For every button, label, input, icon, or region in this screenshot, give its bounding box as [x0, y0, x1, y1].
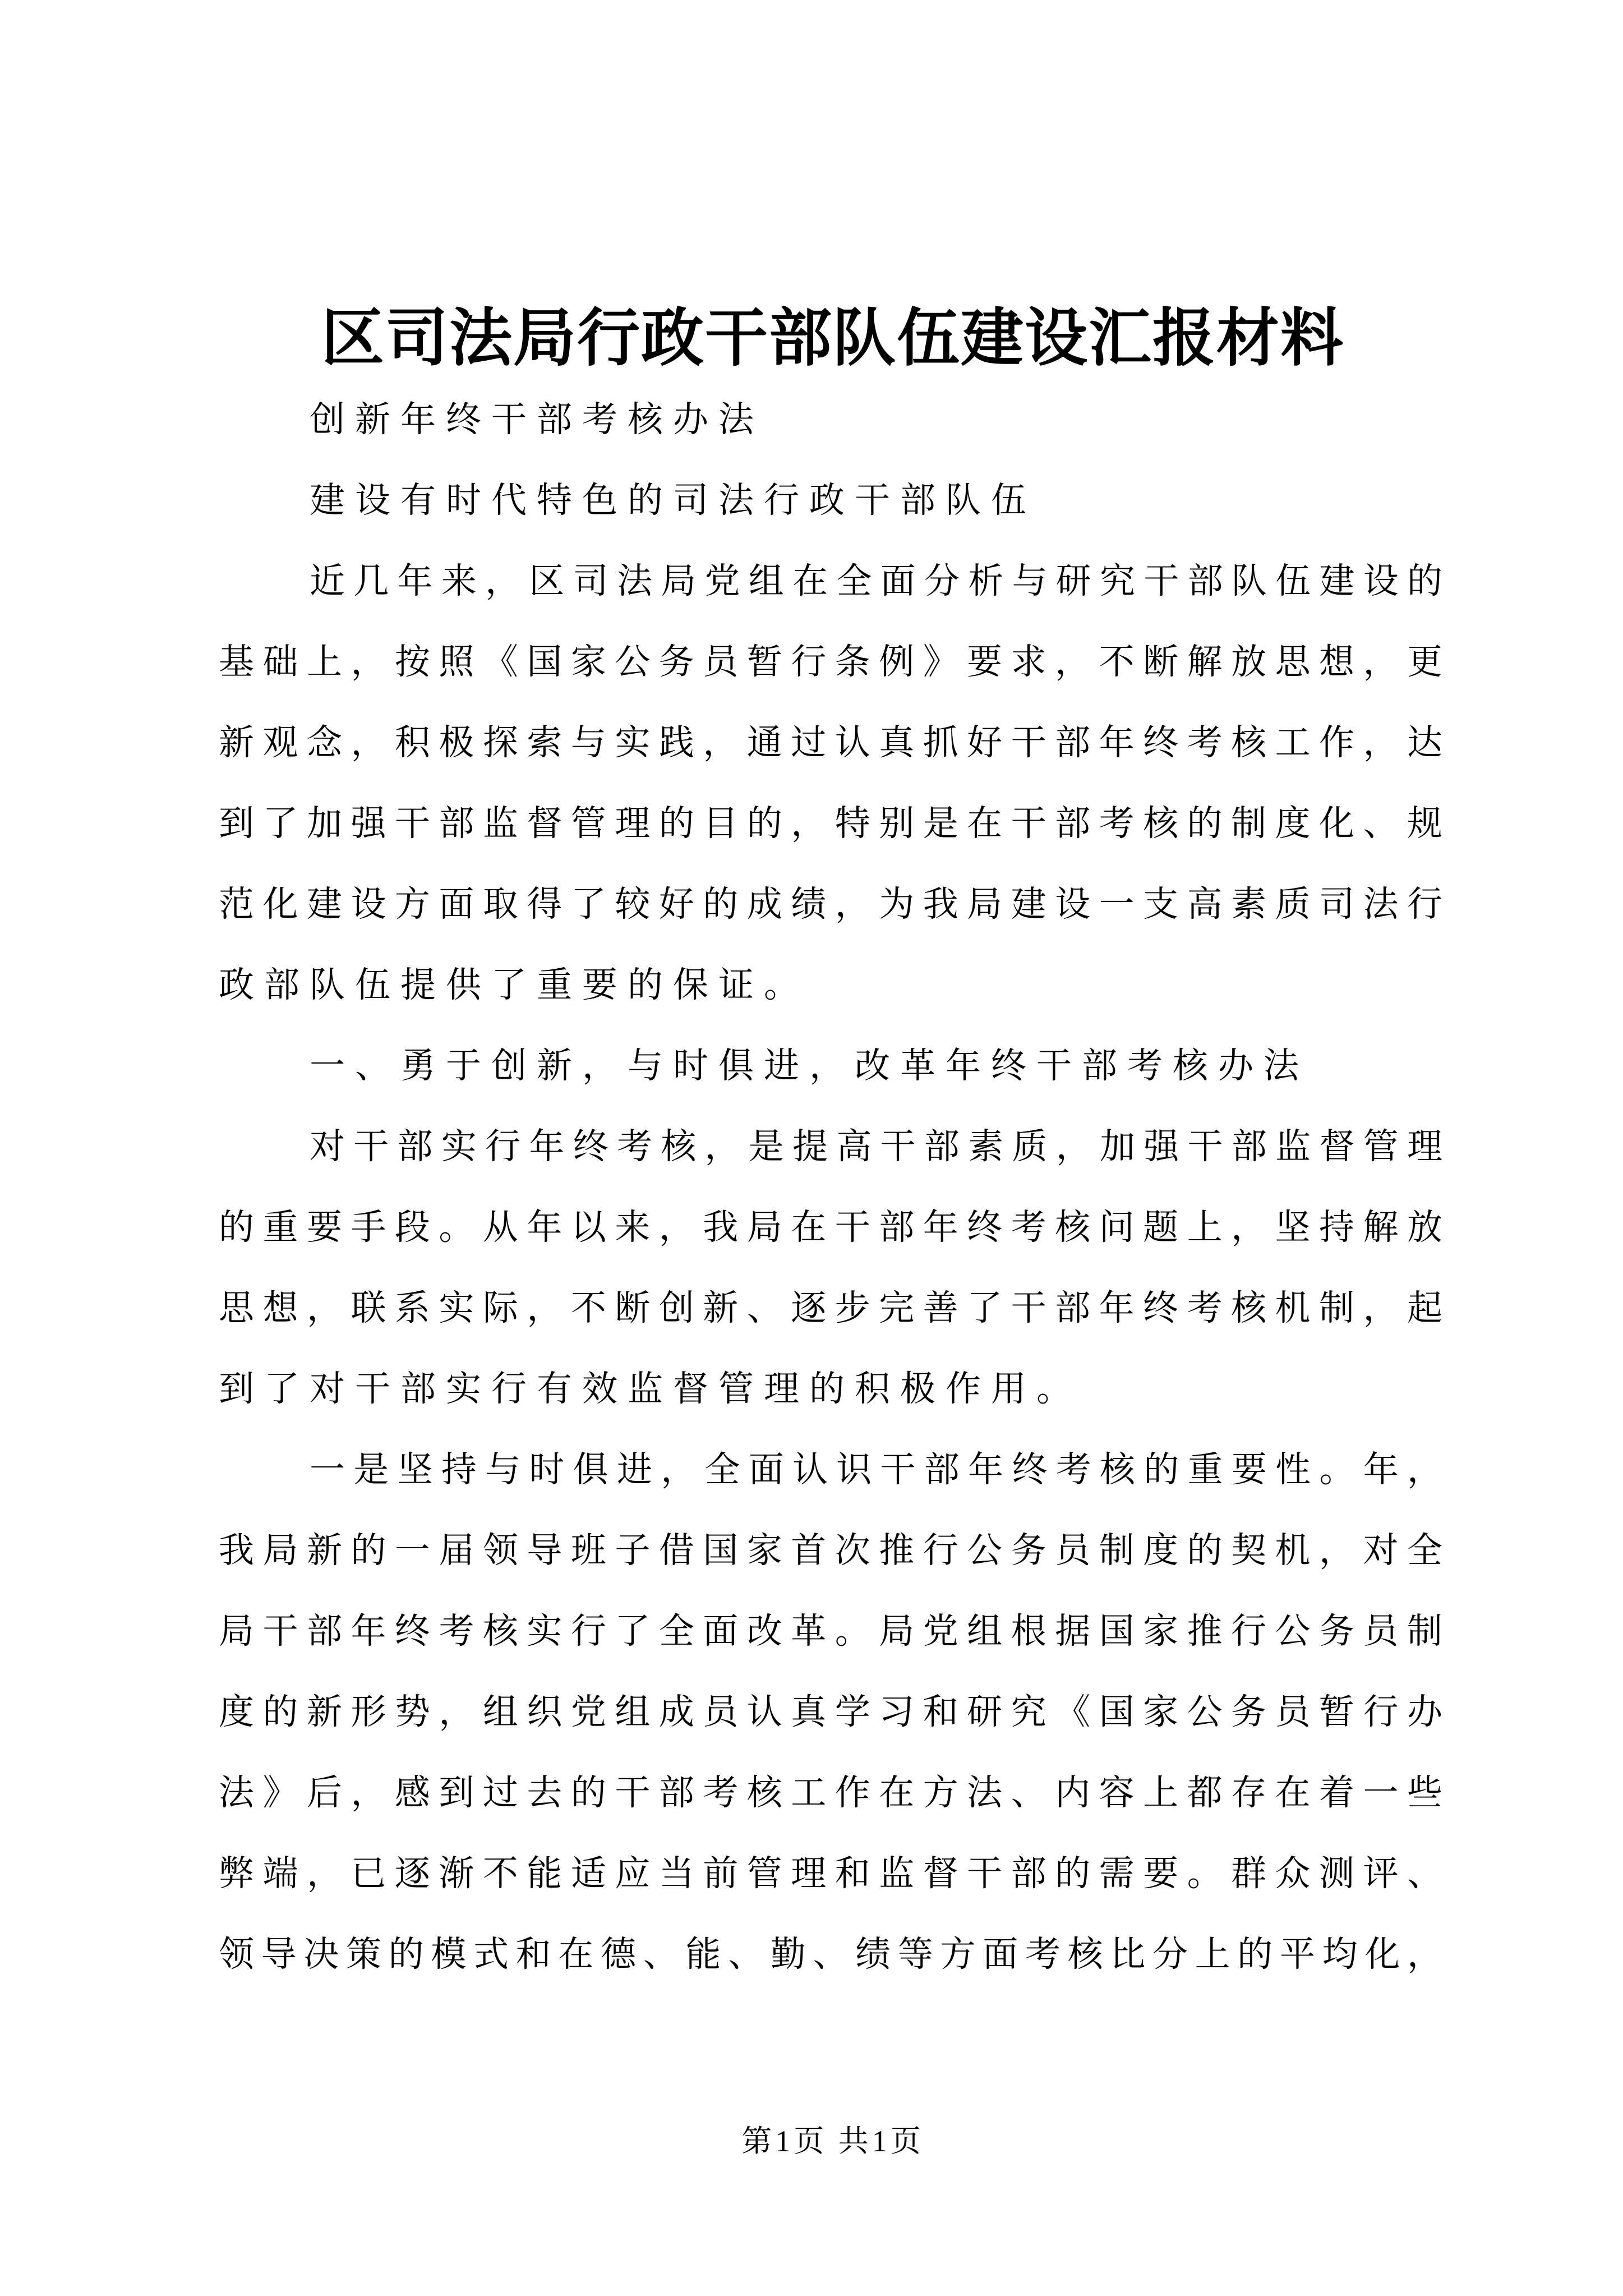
text-line: 近几年来，区司法局党组在全面分析与研究干部队伍建设的 — [310, 562, 1447, 601]
text-line: 一是坚持与时俱进，全面认识干部年终考核的重要性。年， — [310, 1450, 1447, 1489]
body-lines — [219, 379, 1447, 1995]
text-line: 弊端，已逐渐不能适应当前管理和监督干部的需要。群众测评、 — [219, 1854, 1447, 1893]
text-line: 度的新形势，组织党组成员认真学习和研究《国家公务员暂行办 — [219, 1692, 1447, 1732]
text-line: 新观念，积极探索与实践，通过认真抓好干部年终考核工作，达 — [219, 723, 1447, 762]
text-line: 的重要手段。从年以来，我局在干部年终考核问题上，坚持解放 — [219, 1208, 1447, 1247]
text-line: 思想，联系实际，不断创新、逐步完善了干部年终考核机制，起 — [219, 1289, 1447, 1328]
text-line: 法》后，感到过去的干部考核工作在方法、内容上都存在着一些 — [219, 1773, 1447, 1812]
text-line: 建设有时代特色的司法行政干部队伍 — [310, 481, 1036, 520]
text-line: 到了对干部实行有效监督管理的积极作用。 — [219, 1369, 1082, 1409]
text-line: 到了加强干部监督管理的目的，特别是在干部考核的制度化、规 — [219, 804, 1447, 843]
text-line: 领导决策的模式和在德、能、勤、绩等方面考核比分上的平均化， — [219, 1935, 1447, 1974]
text-line: 我局新的一届领导班子借国家首次推行公务员制度的契机，对全 — [219, 1531, 1447, 1570]
document-body — [219, 298, 1447, 1995]
document-title: 区司法局行政干部队伍建设汇报材料 — [321, 304, 1344, 374]
text-line: 范化建设方面取得了较好的成绩，为我局建设一支高素质司法行 — [219, 885, 1447, 924]
text-line: 创新年终干部考核办法 — [310, 400, 764, 439]
text-line: 一、勇于创新，与时俱进，改革年终干部考核办法 — [310, 1046, 1309, 1085]
page-number-footer: 第1页 共1页 — [741, 2124, 924, 2158]
text-line: 政部队伍提供了重要的保证。 — [219, 965, 809, 1005]
text-line: 局干部年终考核实行了全面改革。局党组根据国家推行公务员制 — [219, 1612, 1447, 1651]
text-line: 对干部实行年终考核，是提高干部素质，加强干部监督管理 — [310, 1127, 1447, 1166]
text-line: 基础上，按照《国家公务员暂行条例》要求，不断解放思想，更 — [219, 642, 1447, 682]
